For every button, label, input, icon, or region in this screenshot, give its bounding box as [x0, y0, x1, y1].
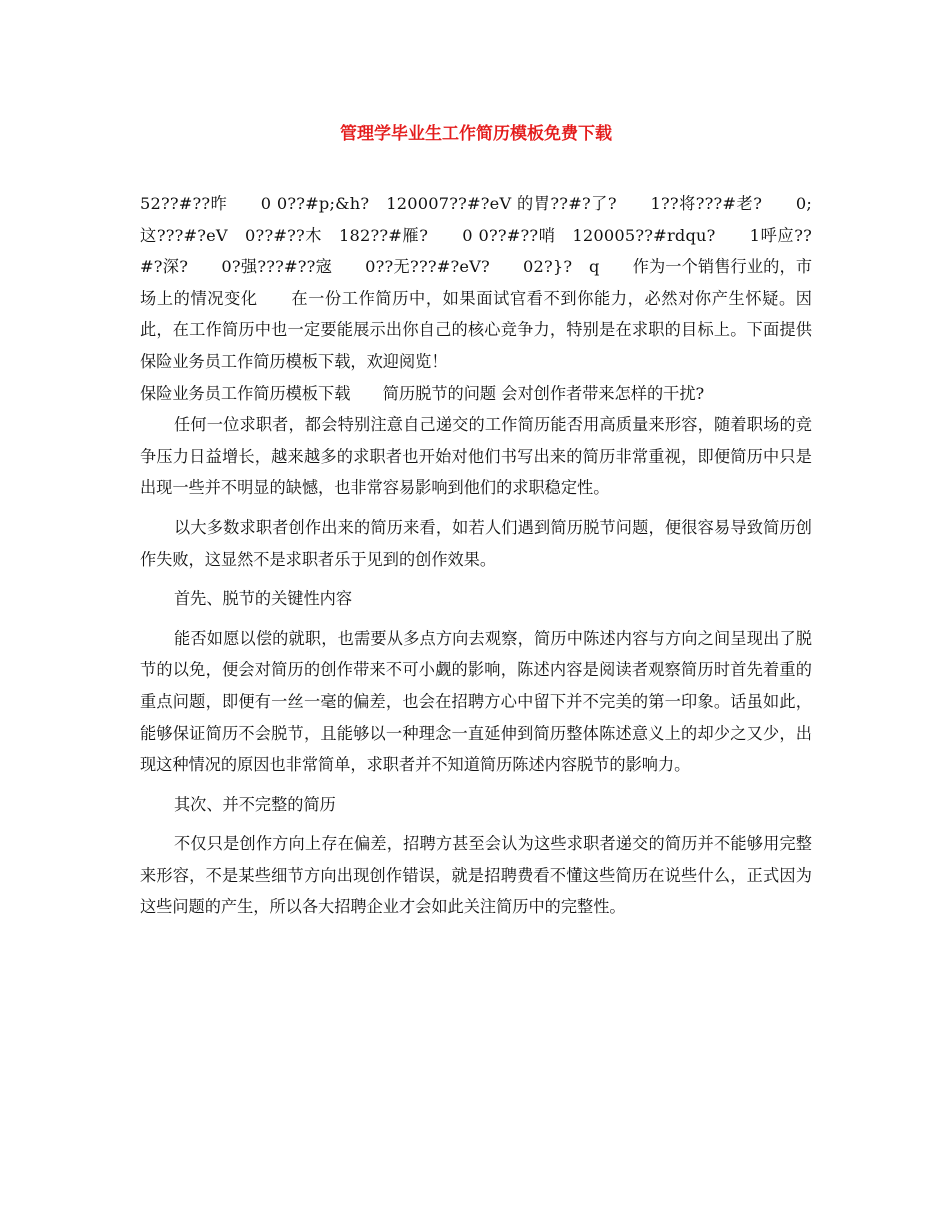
- body-paragraph-1: 任何一位求职者，都会特别注意自己递交的工作简历能否用高质量来形容，随着职场的竞争压力日益增长，越来越多的求职者也开始对他们书写出来的简历非常重视，即便简历中只是出现一些并不明显的缺憾，也非常容易影响到他们的求职稳定性。: [140, 415, 812, 498]
- document-page: [140, 118, 812, 923]
- section-heading-1: 首先、脱节的关键性内容: [174, 589, 353, 609]
- section-heading-2: 其次、并不完整的简历: [174, 794, 336, 814]
- intro-text: 作为一个销售行业的，市场上的情况变化 在一份工作简历中，如果面试官看不到你能力，必然对你产生怀疑。因此，在工作简历中也一定要能展示出你自己的核心竞争力，特别是在求职的目标上。下面提供保险业务员工作简历模板下载，欢迎阅览！: [140, 257, 813, 371]
- body-paragraph-4: 不仅只是创作方向上存在偏差，招聘方甚至会认为这些求职者递交的简历并不能够用完整来形容，不是某些细节方向出现创作错误，就是招聘费看不懂这些简历在说些什么，正式因为这些问题的产生，所以各大招聘企业才会如此关注简历中的完整性。: [140, 834, 812, 917]
- garbled-text: 52??#??昨 0 0??#p;&h? 120007??#?eV 的胃??#?了? 1??将???#老? 0;这???#?eV 0??#??木 182??#雁? 0 0??#??哨 120005??#rdqu? 1呼应??#?深? 0?强???#??宼 0??无???#?eV? 02?}? q: [140, 194, 812, 277]
- body-paragraph-2: 以大多数求职者创作出来的简历来看，如若人们遇到简历脱节问题，便很容易导致简历创作失败，这显然不是求职者乐于见到的创作效果。: [140, 517, 812, 569]
- subheading: 保险业务员工作简历模板下载 简历脱节的问题 会对创作者带来怎样的干扰?: [140, 383, 705, 403]
- body-paragraph-3: 能否如愿以偿的就职，也需要从多点方向去观察，简历中陈述内容与方向之间呈现出了脱节的以免，便会对简历的创作带来不可小觑的影响，陈述内容是阅读者观察简历时首先着重的重点问题，即便有一丝一毫的偏差，也会在招聘方心中留下并不完美的第一印象。话虽如此，能够保证简历不会脱节，且能够以一种理念一直延伸到简历整体陈述意义上的却少之又少，出现这种情况的原因也非常简单，求职者并不知道简历陈述内容脱节的影响力。: [140, 628, 812, 775]
- intro-paragraph: [140, 188, 812, 378]
- document-title: 管理学毕业生工作简历模板免费下载: [340, 124, 612, 144]
